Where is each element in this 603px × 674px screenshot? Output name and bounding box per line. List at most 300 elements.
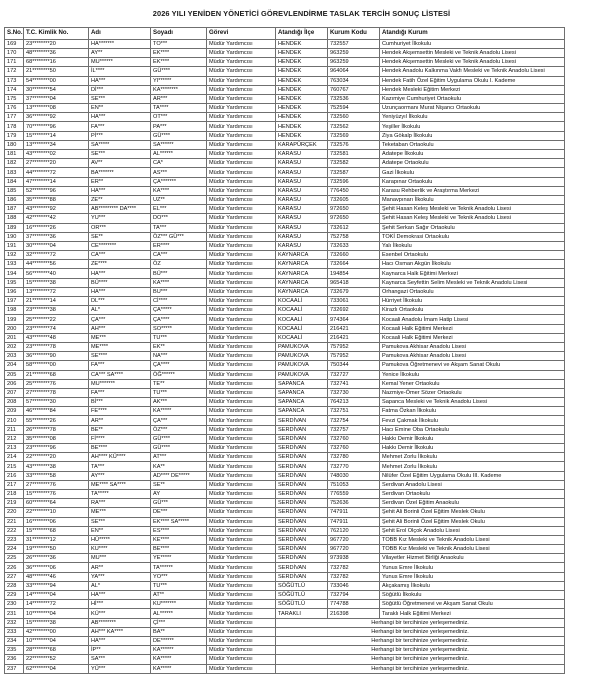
cell-institution-code: 732576 [328,140,380,149]
cell-tc-no: 15********76 [24,489,89,498]
cell-tc-no: 23********96 [24,444,89,453]
cell-institution-code: 732582 [328,159,380,168]
table-row [5,545,565,554]
cell-sno: 237 [5,664,24,673]
cell-tc-no: 13********72 [24,287,89,296]
cell-sno: 189 [5,223,24,232]
cell-surname: KU******* [151,600,207,609]
cell-role: Müdür Yardımcısı [207,352,276,361]
no-placement-message: Herhangi bir tercihinize yerleşemediniz. [276,618,565,627]
cell-institution-code: 747911 [328,517,380,526]
cell-institution: Serdivan Özel Eğitim Anaokulu [380,499,565,508]
cell-institution-code: 747911 [328,508,380,517]
cell-district: KARAPÜRÇEK [276,140,328,149]
cell-role: Müdür Yardımcısı [207,609,276,618]
cell-district: SERDİVAN [276,508,328,517]
cell-role: Müdür Yardımcısı [207,444,276,453]
table-row [5,407,565,416]
cell-district: SERDİVAN [276,462,328,471]
table-row [5,287,565,296]
cell-sno: 200 [5,324,24,333]
cell-role: Müdür Yardımcısı [207,627,276,636]
cell-surname: TA****** [151,563,207,572]
table-row [5,324,565,333]
cell-name: AV** [89,159,151,168]
cell-institution: Yunus Emre İlkokulu [380,563,565,572]
cell-name: SE*** [89,94,151,103]
cell-name: KU**** [89,545,151,554]
cell-tc-no: 48********36 [24,48,89,57]
cell-sno: 190 [5,232,24,241]
cell-surname: KA******** [151,85,207,94]
table-row [5,352,565,361]
cell-institution: Taraklı Halk Eğitimi Merkezi [380,609,565,618]
cell-district: SERDİVAN [276,425,328,434]
cell-surname: TU*** [151,333,207,342]
cell-surname: DE*** [151,508,207,517]
cell-tc-no: 43********02 [24,150,89,159]
cell-tc-no: 68********16 [24,58,89,67]
cell-sno: 194 [5,269,24,278]
cell-institution: Cumhuriyet İlkokulu [380,39,565,48]
cell-tc-no: 60********64 [24,499,89,508]
cell-institution: Yeniyüzyıl İlkokulu [380,113,565,122]
cell-district: SAPANCA [276,407,328,416]
cell-role: Müdür Yardımcısı [207,379,276,388]
cell-sno: 195 [5,278,24,287]
cell-role: Müdür Yardımcısı [207,306,276,315]
cell-name: DL*** [89,297,151,306]
cell-sno: 184 [5,177,24,186]
cell-institution-code: 732581 [328,150,380,159]
cell-institution: Kirazlı Ortaokulu [380,306,565,315]
cell-surname: UZ** [151,195,207,204]
cell-district: KARASU [276,195,328,204]
cell-institution-code: 967720 [328,535,380,544]
table-row [5,104,565,113]
cell-role: Müdür Yardımcısı [207,214,276,223]
cell-tc-no: 23********20 [24,39,89,48]
cell-name: AL* [89,581,151,590]
cell-surname: KA***** [151,655,207,664]
table-row [5,664,565,673]
cell-institution-code: 732794 [328,591,380,600]
cell-district: KAYNARCA [276,251,328,260]
cell-district: HENDEK [276,67,328,76]
table-row [5,159,565,168]
cell-district: SAPANCA [276,379,328,388]
results-table [4,27,565,674]
table-row [5,499,565,508]
cell-name: EN** [89,526,151,535]
cell-role: Müdür Yardımcısı [207,554,276,563]
cell-institution: Kaynarca Halk Eğitimi Merkezi [380,269,565,278]
cell-tc-no: 35********08 [24,434,89,443]
table-row [5,48,565,57]
cell-surname: AL****** [151,609,207,618]
cell-institution-code: 760767 [328,85,380,94]
table-row [5,232,565,241]
cell-role: Müdür Yardımcısı [207,39,276,48]
cell-district: KARASU [276,168,328,177]
cell-district: SÖĞÜTLÜ [276,591,328,600]
cell-sno: 235 [5,646,24,655]
cell-role: Müdür Yardımcısı [207,545,276,554]
cell-role: Müdür Yardımcısı [207,453,276,462]
cell-name: FE**** [89,407,151,416]
cell-sno: 205 [5,370,24,379]
table-row [5,223,565,232]
cell-institution: Kaynarca Seyfettin Selim Mesleki ve Teknik Anadolu Lisesi [380,278,565,287]
cell-institution: Orhangazi Ortaokulu [380,287,565,296]
cell-role: Müdür Yardımcısı [207,563,276,572]
cell-role: Müdür Yardımcısı [207,535,276,544]
cell-tc-no: 14********72 [24,600,89,609]
cell-role: Müdür Yardımcısı [207,655,276,664]
cell-tc-no: 27********76 [24,480,89,489]
cell-institution: Söğütlü İlkokulu [380,591,565,600]
cell-institution: Serdivan Ortaokulu [380,489,565,498]
cell-institution-code: 733046 [328,581,380,590]
cell-institution-code: 732760 [328,434,380,443]
cell-district: KARASU [276,150,328,159]
cell-tc-no: 48********46 [24,572,89,581]
cell-sno: 203 [5,352,24,361]
cell-institution: Hendek Anadolu Kalkınma Vakfı Mesleki ve Teknik Anadolu Lisesi [380,67,565,76]
table-row [5,67,565,76]
cell-role: Müdür Yardımcısı [207,434,276,443]
cell-district: SERDİVAN [276,434,328,443]
cell-tc-no: 14********04 [24,591,89,600]
cell-role: Müdür Yardımcısı [207,195,276,204]
cell-name: SA*** [89,655,151,664]
cell-surname: GÜ**** [151,434,207,443]
table-row [5,342,565,351]
cell-sno: 209 [5,407,24,416]
table-row [5,370,565,379]
cell-role: Müdür Yardımcısı [207,315,276,324]
cell-district: KARASU [276,186,328,195]
cell-district: KARASU [276,214,328,223]
cell-name: AH**** KÜ**** [89,453,151,462]
cell-surname: GÜ**** [151,444,207,453]
cell-sno: 185 [5,186,24,195]
cell-role: Müdür Yardımcısı [207,58,276,67]
cell-surname: EK**** SA***** [151,517,207,526]
cell-tc-no: 30********54 [24,85,89,94]
cell-district: SERDİVAN [276,453,328,462]
cell-district: KAYNARCA [276,278,328,287]
cell-district: SERDİVAN [276,545,328,554]
cell-surname: OT*** [151,113,207,122]
cell-surname: ÇA**** [151,361,207,370]
cell-surname: ÖZ [151,260,207,269]
cell-name: SE*** [89,517,151,526]
cell-institution: Pamukova Akhisar Anadolu Lisesi [380,352,565,361]
cell-institution: Kocaali Halk Eğitimi Merkezi [380,333,565,342]
cell-tc-no: 58********00 [24,361,89,370]
table-row [5,186,565,195]
cell-sno: 224 [5,545,24,554]
table-row [5,113,565,122]
cell-district: KARASU [276,159,328,168]
cell-institution: Nazmiye-Ömer Sözer Ortaokulu [380,388,565,397]
cell-sno: 231 [5,609,24,618]
cell-sno: 206 [5,379,24,388]
cell-institution-code: 963259 [328,48,380,57]
cell-district: HENDEK [276,39,328,48]
cell-tc-no: 13********34 [24,140,89,149]
cell-role: Müdür Yardımcısı [207,278,276,287]
cell-institution: Yalı İlkokulu [380,241,565,250]
cell-institution-code: 216421 [328,333,380,342]
cell-tc-no: 10********04 [24,636,89,645]
cell-sno: 234 [5,636,24,645]
cell-name: SE** [89,232,151,241]
cell-surname: TO*** [151,39,207,48]
table-row [5,444,565,453]
cell-sno: 197 [5,297,24,306]
cell-name: BÜ**** [89,278,151,287]
cell-surname: KE**** [151,535,207,544]
cell-surname: Cİ**** [151,297,207,306]
cell-sno: 227 [5,572,24,581]
no-placement-message: Herhangi bir tercihinize yerleşemediniz. [276,664,565,673]
cell-district: PAMUKOVA [276,352,328,361]
cell-name: YU*** [89,214,151,223]
cell-tc-no: 43********92 [24,205,89,214]
cell-district: KARASU [276,223,328,232]
table-row [5,609,565,618]
cell-sno: 176 [5,104,24,113]
cell-institution-code: 732536 [328,94,380,103]
cell-role: Müdür Yardımcısı [207,416,276,425]
cell-surname: CA* [151,159,207,168]
cell-district: SERDİVAN [276,563,328,572]
cell-sno: 192 [5,251,24,260]
cell-role: Müdür Yardımcısı [207,508,276,517]
cell-institution: TOKİ Demokrasi Ortaokulu [380,232,565,241]
cell-surname: AS*** [151,168,207,177]
cell-institution: Teketaban Ortaokulu [380,140,565,149]
cell-role: Müdür Yardımcısı [207,223,276,232]
table-row [5,655,565,664]
cell-institution-code: 752636 [328,499,380,508]
cell-tc-no: 62********04 [24,664,89,673]
table-row [5,94,565,103]
cell-institution-code: 748030 [328,471,380,480]
cell-district: PAMUKOVA [276,361,328,370]
cell-tc-no: 37********04 [24,94,89,103]
cell-surname: YI****** [151,76,207,85]
table-row [5,572,565,581]
cell-role: Müdür Yardımcısı [207,48,276,57]
table-row [5,471,565,480]
cell-institution-code: 762120 [328,526,380,535]
cell-district: HENDEK [276,94,328,103]
cell-surname: DE****** [151,636,207,645]
cell-institution-code: 732782 [328,572,380,581]
cell-district: SERDİVAN [276,489,328,498]
cell-institution: Şehit Serkan Sağır Ortaokulu [380,223,565,232]
cell-sno: 174 [5,85,24,94]
cell-surname: Çİ*** [151,618,207,627]
cell-sno: 173 [5,76,24,85]
cell-sno: 171 [5,58,24,67]
cell-name: SA***** [89,140,151,149]
cell-district: KARASU [276,205,328,214]
cell-name: CA*** [89,251,151,260]
cell-institution: Adatepe İlkokulu [380,150,565,159]
cell-institution: Yunus Emre İlkokulu [380,572,565,581]
table-row [5,388,565,397]
cell-name: CA*** SA**** [89,370,151,379]
cell-surname: SO***** [151,324,207,333]
cell-district: KAYNARCA [276,287,328,296]
cell-institution-code: 732692 [328,306,380,315]
cell-institution: Kazımiye Cumhuriyet Ortaokulu [380,94,565,103]
cell-tc-no: 30********04 [24,241,89,250]
cell-sno: 182 [5,159,24,168]
cell-role: Müdür Yardımcısı [207,333,276,342]
cell-sno: 201 [5,333,24,342]
cell-district: KOCAALİ [276,306,328,315]
cell-institution: Akçakamış İlkokulu [380,581,565,590]
cell-role: Müdür Yardımcısı [207,342,276,351]
cell-surname: KA***** [151,664,207,673]
cell-role: Müdür Yardımcısı [207,388,276,397]
cell-district: SÖĞÜTLÜ [276,600,328,609]
cell-sno: 229 [5,591,24,600]
cell-institution-code: 732587 [328,168,380,177]
cell-district: HENDEK [276,131,328,140]
table-row [5,306,565,315]
cell-role: Müdür Yardımcısı [207,150,276,159]
cell-tc-no: 22********10 [24,508,89,517]
cell-surname: TE** [151,379,207,388]
cell-sno: 222 [5,526,24,535]
table-row [5,205,565,214]
cell-surname: AK*** [151,398,207,407]
cell-tc-no: 16********26 [24,223,89,232]
cell-tc-no: 47********14 [24,177,89,186]
cell-surname: NA*** [151,352,207,361]
cell-surname: BU*** [151,287,207,296]
table-row [5,600,565,609]
cell-role: Müdür Yardımcısı [207,591,276,600]
cell-sno: 216 [5,471,24,480]
cell-institution-code: 732612 [328,223,380,232]
cell-institution: Yeşiller İlkokulu [380,122,565,131]
cell-surname: CA*** [151,251,207,260]
cell-district: SERDİVAN [276,416,328,425]
cell-institution: Kocaali Halk Eğitimi Merkezi [380,324,565,333]
cell-name: HÜ***** [89,535,151,544]
cell-surname: EK**** [151,48,207,57]
cell-sno: 213 [5,444,24,453]
cell-district: HENDEK [276,58,328,67]
cell-surname: YE***** [151,554,207,563]
cell-name: KÜ*** [89,609,151,618]
cell-name: AY*** [89,471,151,480]
table-row [5,591,565,600]
cell-surname: BA** [151,627,207,636]
cell-district: KARASU [276,177,328,186]
cell-district: SERDİVAN [276,517,328,526]
cell-role: Müdür Yardımcısı [207,499,276,508]
cell-tc-no: 21********50 [24,67,89,76]
cell-role: Müdür Yardımcısı [207,572,276,581]
table-row [5,122,565,131]
cell-role: Müdür Yardımcısı [207,370,276,379]
cell-institution-code: 965418 [328,278,380,287]
cell-institution-code: 732569 [328,131,380,140]
cell-sno: 228 [5,581,24,590]
cell-role: Müdür Yardımcısı [207,297,276,306]
cell-tc-no: 25********76 [24,379,89,388]
cell-role: Müdür Yardımcısı [207,159,276,168]
cell-role: Müdür Yardımcısı [207,618,276,627]
cell-institution-code: 732782 [328,563,380,572]
cell-name: İP** [89,646,151,655]
cell-institution: Karasu Rehberlik ve Araştırma Merkezi [380,186,565,195]
cell-institution: Şehit Erol Olçok Anadolu Lisesi [380,526,565,535]
cell-institution: Sapanca Mesleki ve Teknik Anadolu Lisesi [380,398,565,407]
cell-surname: ÇA***** [151,306,207,315]
cell-name: EN** [89,104,151,113]
cell-institution: Mehmet Zorlu İlkokulu [380,462,565,471]
cell-surname: ÖĞ****** [151,370,207,379]
cell-name: HA*** [89,591,151,600]
cell-institution-code: 732679 [328,287,380,296]
cell-name: AL* [89,306,151,315]
cell-sno: 172 [5,67,24,76]
cell-institution: Kocaali Anadolu İmam Hatip Lisesi [380,315,565,324]
cell-district: SERDİVAN [276,444,328,453]
cell-institution: Şehit Ali Borinli Özel Eğitim Meslek Okulu [380,508,565,517]
cell-surname: SA****** [151,140,207,149]
cell-tc-no: 36********90 [24,352,89,361]
cell-sno: 219 [5,499,24,508]
cell-tc-no: 15********68 [24,526,89,535]
cell-name: YA*** [89,572,151,581]
table-row [5,241,565,250]
cell-surname: EK**** [151,58,207,67]
cell-sno: 220 [5,508,24,517]
cell-district: KARASU [276,232,328,241]
table-row [5,646,565,655]
cell-institution: Hendek Fatih Özel Eğitim Uygulama Okulu I. Kademe [380,76,565,85]
cell-surname: GÜ**** [151,131,207,140]
cell-name: OR*** [89,223,151,232]
table-row [5,333,565,342]
cell-tc-no: 15********38 [24,618,89,627]
cell-tc-no: 32********72 [24,251,89,260]
cell-name: RA*** [89,499,151,508]
cell-tc-no: 15********14 [24,131,89,140]
cell-district: HENDEK [276,113,328,122]
cell-tc-no: 33********94 [24,581,89,590]
cell-name: ÇA*** [89,315,151,324]
table-row [5,140,565,149]
cell-role: Müdür Yardımcısı [207,205,276,214]
cell-sno: 232 [5,618,24,627]
cell-institution: Hürriyet İlkokulu [380,297,565,306]
cell-tc-no: 31********12 [24,535,89,544]
table-row [5,177,565,186]
cell-tc-no: 35********88 [24,195,89,204]
cell-tc-no: 15********38 [24,278,89,287]
